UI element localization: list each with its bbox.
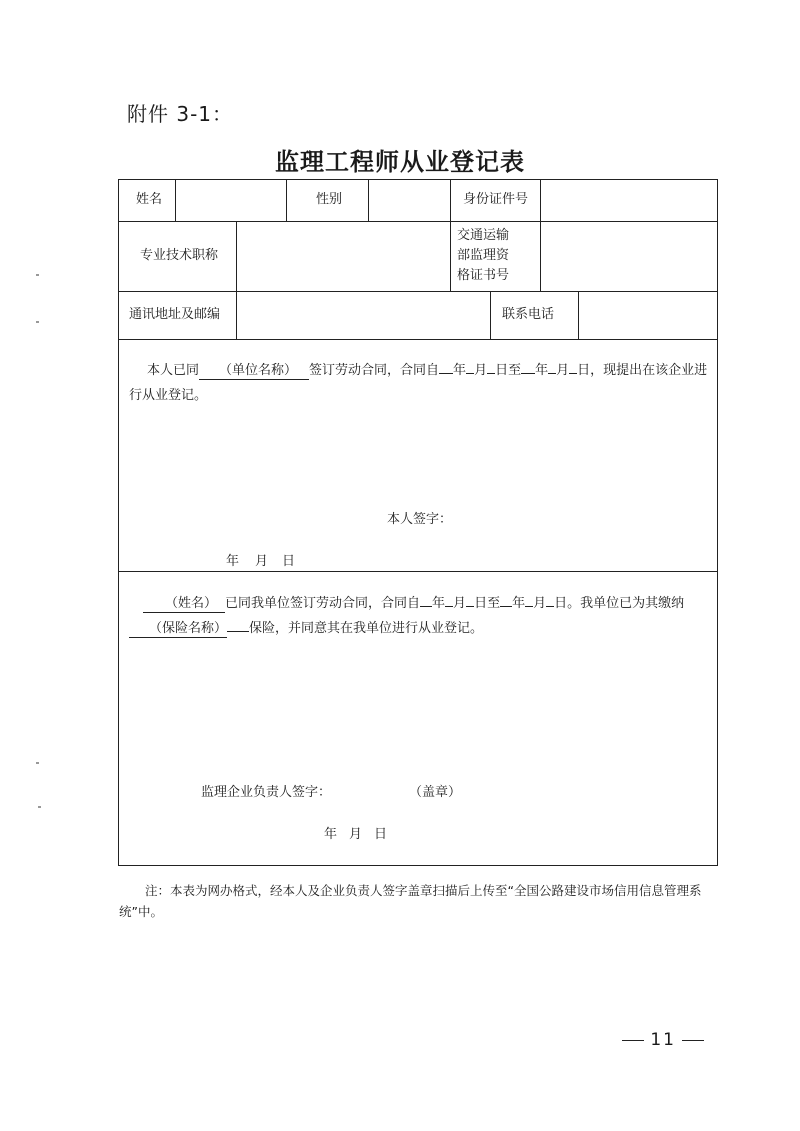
dash-right (682, 1040, 704, 1041)
scan-speck (38, 806, 41, 808)
form-title: 监理工程师从业登记表 (275, 148, 525, 176)
personal-declaration: 本人已同 （单位名称） 签订劳动合同，合同自 年 月 日至 年 月 日，现提出在该企业进行从业登记。 (129, 363, 708, 403)
id-number-label: 身份证件号 (463, 192, 529, 207)
address-label: 通讯地址及邮编 (129, 307, 221, 322)
col-divider (540, 180, 541, 221)
row-divider (119, 291, 717, 292)
col-divider (490, 291, 491, 339)
col-divider (175, 180, 176, 221)
employer-signature-label: 监理企业负责人签字： (201, 785, 332, 800)
footnote: 注：本表为网办格式，经本人及企业负责人签字盖章扫描后上传至“全国公路建设市场信用信息管理系统”中。 (119, 883, 702, 919)
cert-label-line-1: 交通运输 (457, 228, 510, 243)
company-name-blank: （单位名称） (199, 363, 309, 380)
col-divider (286, 180, 287, 221)
row-divider (119, 571, 717, 572)
personal-sign-date: 年 月 日 (226, 554, 296, 569)
row-divider (119, 339, 717, 340)
personal-signature-label: 本人签字： (387, 512, 453, 527)
insurance-name-blank: （保险名称） (129, 621, 227, 638)
seal-label: （盖章） (409, 785, 462, 800)
scan-speck (36, 321, 39, 323)
col-divider (236, 291, 237, 339)
attachment-label: 附件 3-1： (127, 102, 234, 126)
phone-label: 联系电话 (502, 307, 555, 322)
col-divider (450, 180, 451, 221)
cert-label-line-3: 格证书号 (457, 268, 510, 283)
employer-confirmation: （姓名） 已同我单位签订劳动合同，合同自 年 月 日至 年 月 日。我单位已为其缴纳（保险名称） 保险，并同意其在我单位进行从业登记。 (129, 591, 711, 641)
scan-speck (36, 762, 39, 764)
col-divider (578, 291, 579, 339)
employer-sign-date: 年 月 日 (324, 827, 388, 842)
name-label: 姓名 (136, 192, 163, 207)
scan-speck (36, 274, 39, 276)
col-divider (540, 221, 541, 291)
col-divider (450, 221, 451, 291)
row-divider (119, 221, 717, 222)
col-divider (236, 221, 237, 291)
col-divider (368, 180, 369, 221)
professional-title-label: 专业技术职称 (140, 248, 219, 263)
page-number: 11 (616, 1030, 710, 1050)
dash-left (622, 1040, 644, 1041)
cert-label-line-2: 部监理资 (457, 248, 510, 263)
registration-form (118, 179, 718, 866)
person-name-blank: （姓名） (143, 596, 225, 613)
gender-label: 性别 (316, 192, 343, 207)
